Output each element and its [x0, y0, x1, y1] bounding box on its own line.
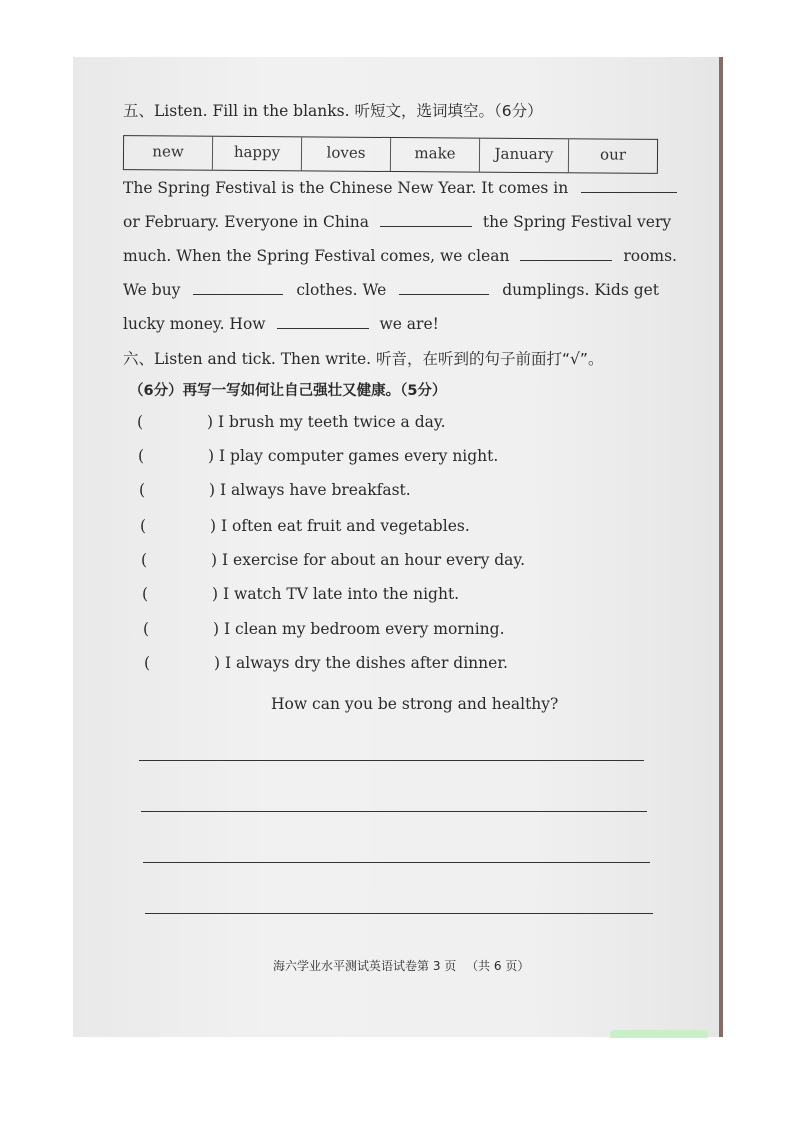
- passage-text: much. When the Spring Festival comes, we clean: [123, 247, 510, 265]
- word-bank-cell: January: [480, 139, 569, 173]
- tick-item: ( ) I watch TV late into the night.: [142, 585, 460, 603]
- tick-box[interactable]: (: [142, 585, 149, 603]
- section5-title-cn: 听短文，选词填空。（6分）: [354, 102, 543, 120]
- footer-page-number: 海六学业水平测试英语试卷第 3 页: [273, 959, 457, 973]
- tick-item-text: I always dry the dishes after dinner.: [225, 654, 508, 672]
- tick-box[interactable]: (: [137, 413, 144, 431]
- tick-item-text: I clean my bedroom every morning.: [224, 620, 505, 638]
- passage-text: The Spring Festival is the Chinese New Year. It comes in: [123, 179, 569, 197]
- tick-item: ( ) I always have breakfast.: [139, 481, 411, 499]
- exam-page: [73, 57, 723, 1037]
- writing-line[interactable]: [141, 811, 647, 812]
- tick-item: ( ) I often eat fruit and vegetables.: [140, 517, 470, 535]
- answer-blank-4[interactable]: [193, 282, 283, 295]
- passage-text: clothes. We: [296, 281, 387, 299]
- passage-text: we are!: [379, 315, 439, 333]
- tick-box[interactable]: (: [144, 654, 151, 672]
- passage-text: rooms.: [623, 247, 677, 265]
- passage-text: dumplings. Kids get: [502, 281, 660, 299]
- passage-line-2: [123, 213, 671, 231]
- section6-title-en: 六、Listen and tick. Then write.: [123, 350, 372, 368]
- writing-line[interactable]: [139, 760, 644, 761]
- section6-title-cn: 听音，在听到的句子前面打“√”。: [376, 350, 604, 368]
- tick-item: ( ) I always dry the dishes after dinner.: [144, 654, 508, 672]
- writing-line[interactable]: [143, 862, 650, 863]
- passage-line-5: [123, 315, 439, 333]
- word-bank-cell: new: [124, 136, 213, 170]
- tick-box[interactable]: (: [139, 481, 146, 499]
- word-bank-cell: loves: [302, 137, 391, 171]
- passage-text: the Spring Festival very: [482, 213, 672, 231]
- section5-title: [123, 99, 543, 121]
- tick-item: ( ) I exercise for about an hour every day.: [141, 551, 526, 569]
- tick-box[interactable]: (: [140, 517, 147, 535]
- passage-text: We buy: [123, 281, 181, 299]
- answer-blank-1[interactable]: [581, 180, 677, 193]
- tick-item: ( ) I clean my bedroom every morning.: [143, 620, 505, 638]
- tick-item-text: I watch TV late into the night.: [223, 585, 460, 603]
- writing-question: How can you be strong and healthy?: [271, 695, 559, 713]
- tick-box[interactable]: (: [141, 551, 148, 569]
- answer-blank-5[interactable]: [399, 282, 489, 295]
- answer-blank-6[interactable]: [277, 316, 369, 329]
- tick-item-text: I brush my teeth twice a day.: [218, 413, 446, 431]
- passage-line-4: [123, 281, 659, 299]
- answer-blank-3[interactable]: [520, 248, 612, 261]
- green-tab-edge: [610, 1030, 708, 1038]
- page-footer: [273, 957, 535, 974]
- tick-box[interactable]: (: [143, 620, 150, 638]
- section6-title: [123, 347, 603, 369]
- section5-title-en: 五、Listen. Fill in the blanks.: [123, 102, 350, 120]
- word-bank-cell: our: [600, 145, 627, 164]
- passage-line-3: [123, 247, 677, 265]
- word-bank-cell: happy: [213, 137, 302, 171]
- answer-blank-2[interactable]: [380, 214, 472, 227]
- word-bank-cell: make: [391, 138, 480, 172]
- tick-item-text: I often eat fruit and vegetables.: [221, 517, 470, 535]
- word-bank: [123, 135, 658, 174]
- section6-subtitle: （6分）再写一写如何让自己强壮又健康。（5分）: [129, 383, 447, 399]
- tick-item-text: I always have breakfast.: [220, 481, 411, 499]
- tick-item-text: I play computer games every night.: [219, 447, 499, 465]
- tick-item: ( ) I play computer games every night.: [138, 447, 499, 465]
- tick-item: ( ) I brush my teeth twice a day.: [137, 413, 446, 431]
- tick-box[interactable]: (: [138, 447, 145, 465]
- passage-text: or February. Everyone in China: [123, 213, 369, 231]
- tick-item-text: I exercise for about an hour every day.: [222, 551, 526, 569]
- passage-line-1: [123, 179, 677, 197]
- writing-line[interactable]: [145, 913, 653, 914]
- passage-text: lucky money. How: [123, 315, 266, 333]
- footer-total-pages: （共 6 页）: [466, 959, 530, 973]
